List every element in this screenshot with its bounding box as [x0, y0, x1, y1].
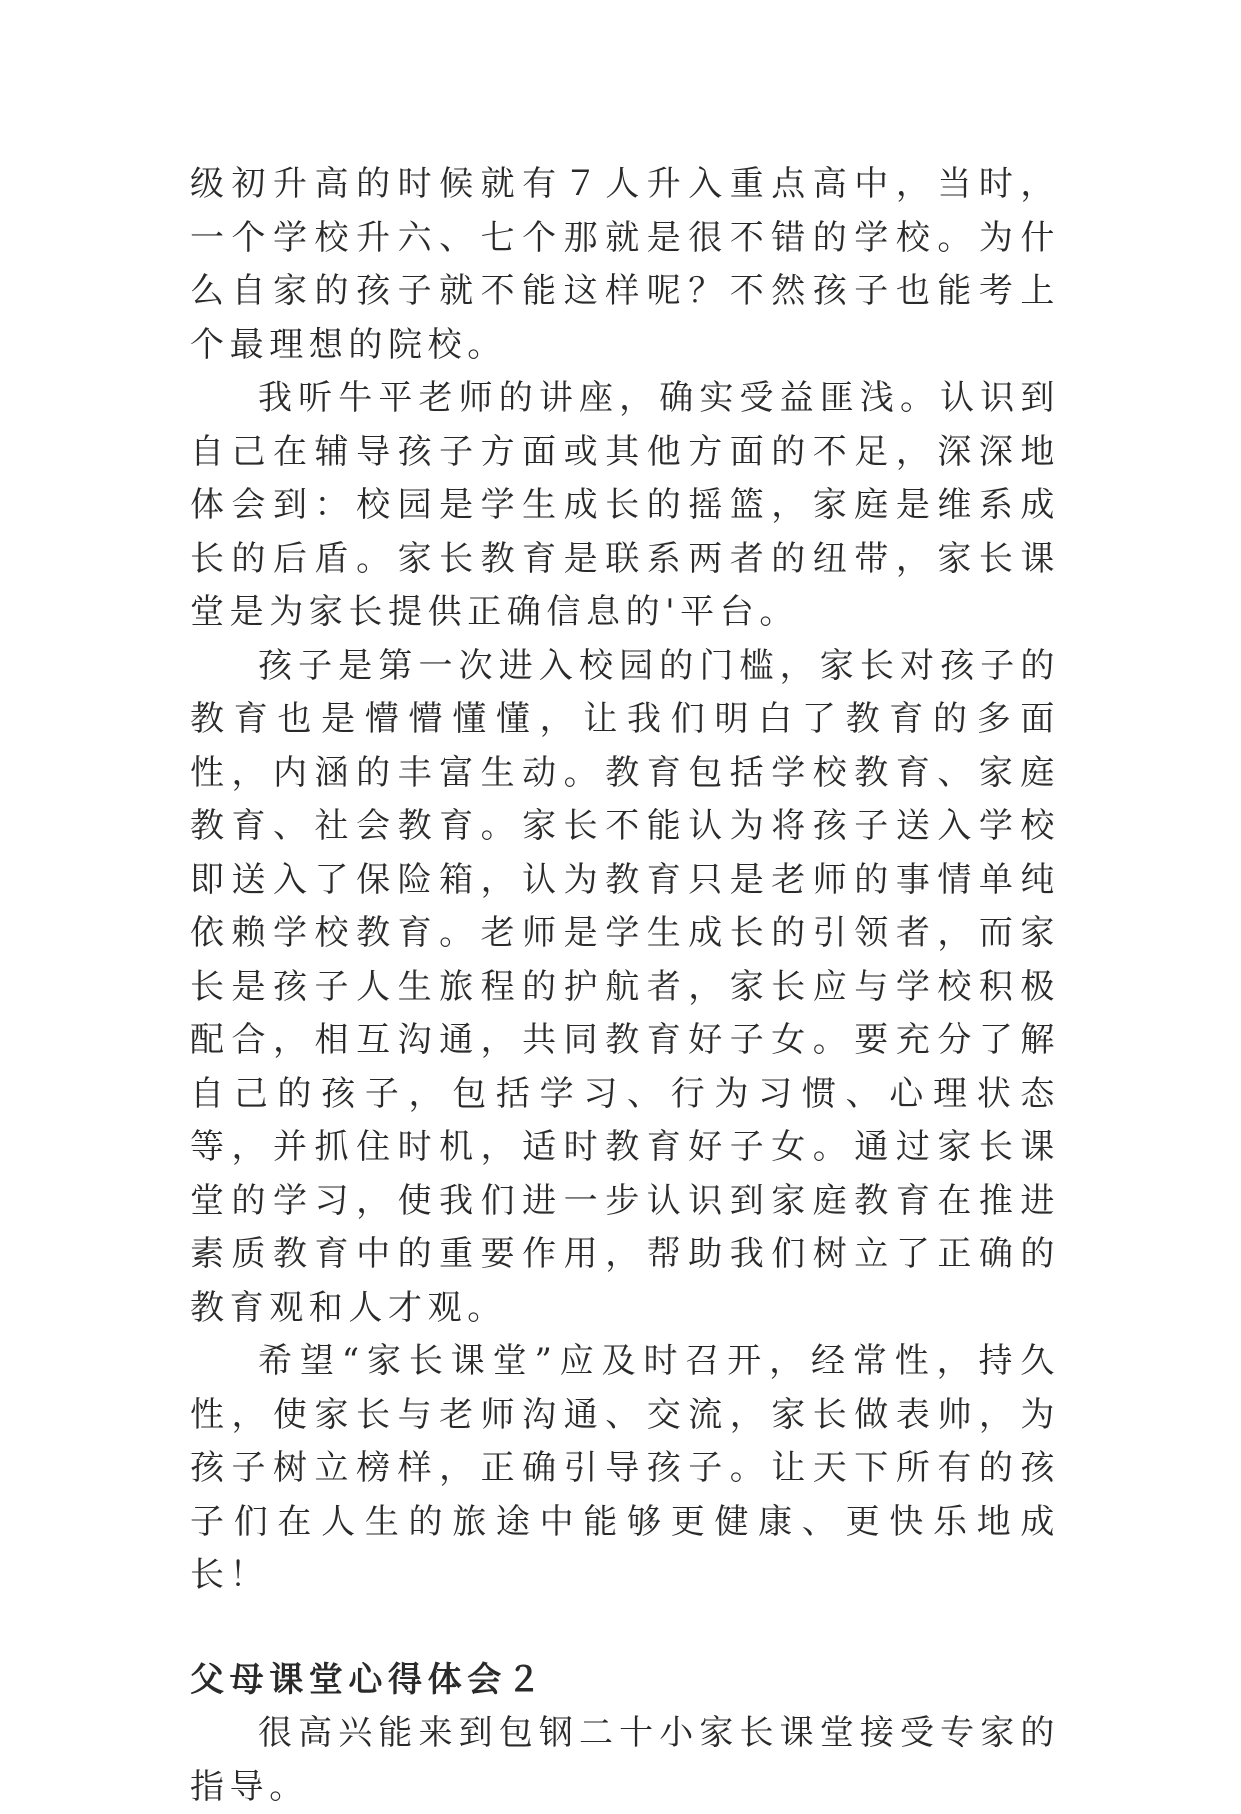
- paragraph-hope: 希望“家长课堂”应及时召开，经常性，持久性，使家长与老师沟通、交流，家长做表帅，为孩子树立榜样，正确引导孩子。让天下所有的孩子们在人生的旅途中能够更健康、更快乐地成长！: [190, 1341, 1060, 1595]
- paragraph-continuation: 级初升高的时候就有７人升入重点高中，当时，一个学校升六、七个那就是很不错的学校。为什么自家的孩子就不能这样呢？不然孩子也能考上个最理想的院校。: [190, 164, 1060, 365]
- paragraph-section-intro: 很高兴能来到包钢二十小家长课堂接受专家的指导。: [190, 1713, 1060, 1807]
- section-heading: 父母课堂心得体会２: [190, 1659, 547, 1700]
- paragraph-education-aspects: 孩子是第一次进入校园的门槛，家长对孩子的教育也是懵懵懂懂，让我们明白了教育的多面性，内涵的丰富生动。教育包括学校教育、家庭教育、社会教育。家长不能认为将孩子送入学校即送入了保险箱，认为教育只是老师的事情单纯依赖学校教育。老师是学生成长的引领者，而家长是孩子人生旅程的护航者，家长应与学校积极配合，相互沟通，共同教育好子女。要充分了解自己的孩子，包括学习、行为习惯、心理状态等，并抓住时机，适时教育好子女。通过家长课堂的学习，使我们进一步认识到家庭教育在推进素质教育中的重要作用，帮助我们树立了正确的教育观和人才观。: [190, 645, 1060, 1328]
- document-body: [190, 158, 1060, 1814]
- paragraph-lecture-reflection: 我听牛平老师的讲座，确实受益匪浅。认识到自己在辅导孩子方面或其他方面的不足，深深地体会到：校园是学生成长的摇篮，家庭是维系成长的后盾。家长教育是联系两者的纽带，家长课堂是为家长提供正确信息的'平台。: [190, 378, 1060, 632]
